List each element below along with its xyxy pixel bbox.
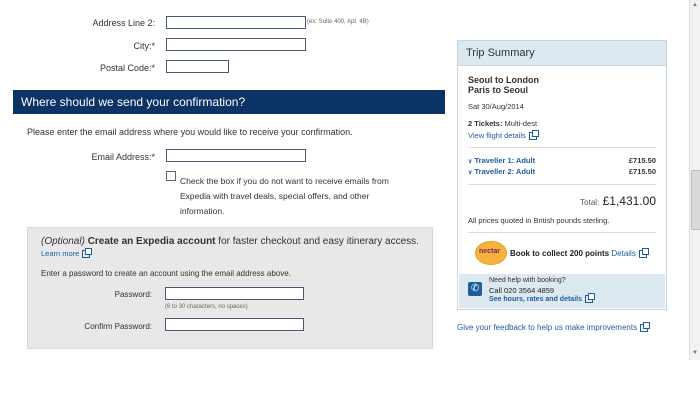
email-optout-checkbox[interactable] bbox=[166, 171, 176, 181]
scrollbar-thumb[interactable] bbox=[691, 170, 700, 230]
feedback-link[interactable] bbox=[457, 323, 648, 332]
route-2: Paris to Seoul bbox=[468, 85, 529, 95]
confirm-password-label: Confirm Password: bbox=[84, 322, 152, 331]
external-link-icon bbox=[639, 250, 647, 258]
trip-summary-title: Trip Summary bbox=[466, 47, 535, 59]
help-line-1: Need help with booking? bbox=[489, 277, 566, 284]
tickets-info bbox=[468, 119, 537, 128]
optional-text: (Optional) bbox=[41, 236, 85, 247]
email-optout-text bbox=[180, 174, 389, 219]
help-phone: Call 020 3564 4859 bbox=[489, 286, 555, 295]
optout-line-2: Expedia with travel deals, special offers, and other bbox=[180, 191, 370, 201]
divider bbox=[468, 147, 656, 148]
tickets-bold: 2 Tickets: bbox=[468, 119, 503, 128]
feedback-text[interactable]: Give your feedback to help us make improvements bbox=[457, 323, 638, 332]
optout-line-3: information. bbox=[180, 206, 225, 216]
city-label: City:* bbox=[133, 41, 155, 51]
currency-note: All prices quoted in British pounds sterling. bbox=[468, 216, 610, 225]
traveller-2-label[interactable]: Traveller 2: Adult bbox=[474, 167, 536, 176]
help-details-text[interactable]: See hours, rates and details bbox=[489, 295, 582, 303]
external-link-icon bbox=[529, 132, 537, 140]
password-hint: (6 to 30 characters, no spaces) bbox=[165, 304, 248, 310]
nectar-points-text: Book to collect 200 points bbox=[510, 249, 610, 258]
nectar-logo bbox=[475, 241, 507, 265]
traveller-row-2[interactable] bbox=[468, 167, 656, 176]
confirmation-header bbox=[13, 90, 445, 114]
address-line2-input[interactable] bbox=[166, 16, 306, 29]
trip-summary-header bbox=[458, 41, 666, 66]
create-account-rest: for faster checkout and easy itinerary access. bbox=[215, 236, 419, 247]
chevron-down-icon: ∨ bbox=[468, 170, 473, 176]
learn-more-link[interactable] bbox=[41, 249, 90, 258]
vertical-scrollbar[interactable] bbox=[689, 0, 700, 360]
email-label: Email Address:* bbox=[91, 152, 155, 162]
phone-icon: ✆ bbox=[468, 282, 482, 296]
external-link-icon bbox=[82, 250, 90, 258]
external-link-icon bbox=[640, 324, 648, 332]
address-line2-hint: (ex: Suite 400, Apt. 4B) bbox=[307, 19, 369, 25]
divider bbox=[468, 184, 656, 185]
confirm-password-input[interactable] bbox=[165, 318, 304, 331]
email-input[interactable] bbox=[166, 149, 306, 162]
nectar-logo-text: nectar bbox=[479, 248, 501, 255]
trip-summary-panel bbox=[457, 40, 667, 310]
city-input[interactable] bbox=[166, 38, 306, 51]
password-intro: Enter a password to create an account using the email address above. bbox=[41, 269, 291, 278]
learn-more-text[interactable]: Learn more bbox=[41, 249, 80, 258]
external-link-icon bbox=[585, 295, 593, 303]
confirmation-heading: Where should we send your confirmation? bbox=[21, 95, 246, 109]
traveller-1-price: £715.50 bbox=[628, 156, 656, 165]
help-box bbox=[459, 274, 665, 308]
address-line2-label: Address Line 2: bbox=[92, 18, 155, 28]
traveller-1-label[interactable]: Traveller 1: Adult bbox=[474, 156, 536, 165]
password-label: Password: bbox=[114, 290, 152, 299]
nectar-details-link[interactable]: Details bbox=[611, 249, 636, 258]
scroll-down-icon[interactable]: ▼ bbox=[692, 350, 698, 356]
create-account-heading bbox=[41, 236, 419, 247]
traveller-row-1[interactable] bbox=[468, 156, 656, 165]
password-input[interactable] bbox=[165, 287, 304, 300]
trip-date: Sat 30/Aug/2014 bbox=[468, 102, 524, 111]
view-details-text[interactable]: View flight details bbox=[468, 131, 526, 140]
view-flight-details-link[interactable] bbox=[468, 131, 537, 140]
nectar-points bbox=[510, 249, 647, 258]
total-row bbox=[580, 194, 656, 208]
scroll-up-icon[interactable]: ▲ bbox=[692, 2, 698, 8]
postal-code-label: Postal Code:* bbox=[99, 63, 155, 73]
optout-line-1: Check the box if you do not want to receive emails from bbox=[180, 176, 389, 186]
confirmation-intro: Please enter the email address where you would like to receive your confirmation. bbox=[27, 127, 353, 137]
chevron-down-icon: ∨ bbox=[468, 159, 473, 165]
divider bbox=[468, 232, 656, 233]
tickets-rest: Multi-dest bbox=[502, 119, 538, 128]
traveller-2-price: £715.50 bbox=[628, 167, 656, 176]
create-account-box bbox=[27, 227, 433, 349]
total-label: Total: bbox=[580, 198, 600, 207]
route-1: Seoul to London bbox=[468, 75, 539, 85]
help-details-link[interactable] bbox=[489, 295, 593, 303]
postal-code-input[interactable] bbox=[166, 60, 229, 73]
total-value: £1,431.00 bbox=[602, 194, 656, 208]
create-account-bold: Create an Expedia account bbox=[87, 236, 216, 247]
